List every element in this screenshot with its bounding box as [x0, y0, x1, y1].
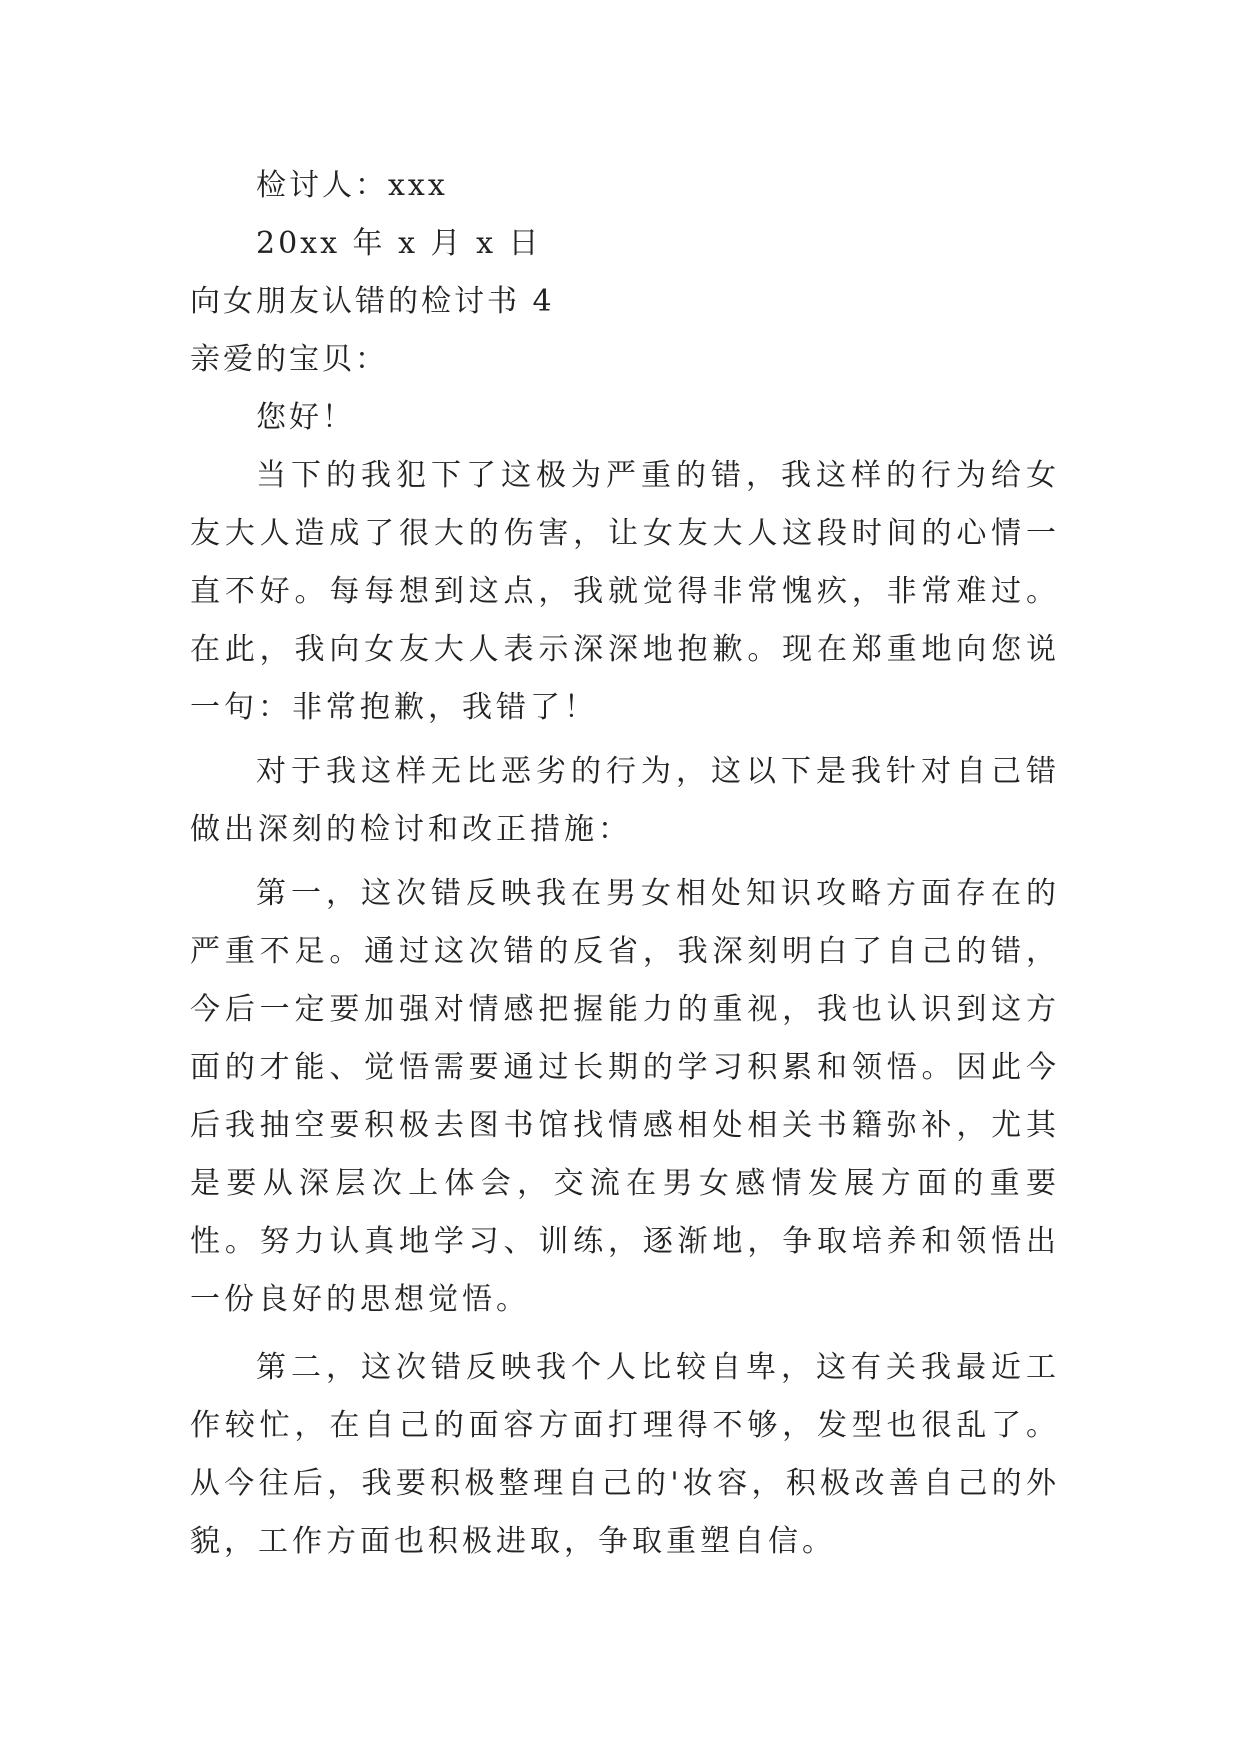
section-title: 向女朋友认错的检讨书 4 [190, 284, 555, 319]
salutation: 亲爱的宝贝： [190, 342, 388, 377]
paragraph-reflection-intro: 对于我这样无比恶劣的行为，这以下是我针对自己错做出深刻的检讨和改正措施： [190, 754, 1060, 847]
date-line: 20xx 年 x 月 x 日 [256, 226, 542, 261]
signature-line: 检讨人：xxx [256, 168, 448, 203]
document-body [190, 157, 1060, 1573]
paragraph-point-two: 第二，这次错反映我个人比较自卑，这有关我最近工作较忙，在自己的面容方面打理得不够，发型也很乱了。从今往后，我要积极整理自己的'妆容，积极改善自己的外貌，工作方面也积极进取，争取重塑自信。 [190, 1350, 1060, 1559]
greeting: 您好！ [256, 400, 355, 435]
paragraph-apology: 当下的我犯下了这极为严重的错，我这样的行为给女友大人造成了很大的伤害，让女友大人这段时间的心情一直不好。每每想到这点，我就觉得非常愧疚，非常难过。在此，我向女友大人表示深深地抱歉。现在郑重地向您说一句：非常抱歉，我错了！ [190, 458, 1060, 725]
paragraph-point-one: 第一，这次错反映我在男女相处知识攻略方面存在的严重不足。通过这次错的反省，我深刻明白了自己的错，今后一定要加强对情感把握能力的重视，我也认识到这方面的才能、觉悟需要通过长期的学习积累和领悟。因此今后我抽空要积极去图书馆找情感相处相关书籍弥补，尤其是要从深层次上体会，交流在男女感情发展方面的重要性。努力认真地学习、训练，逐渐地，争取培养和领悟出一份良好的思想觉悟。 [190, 876, 1060, 1317]
